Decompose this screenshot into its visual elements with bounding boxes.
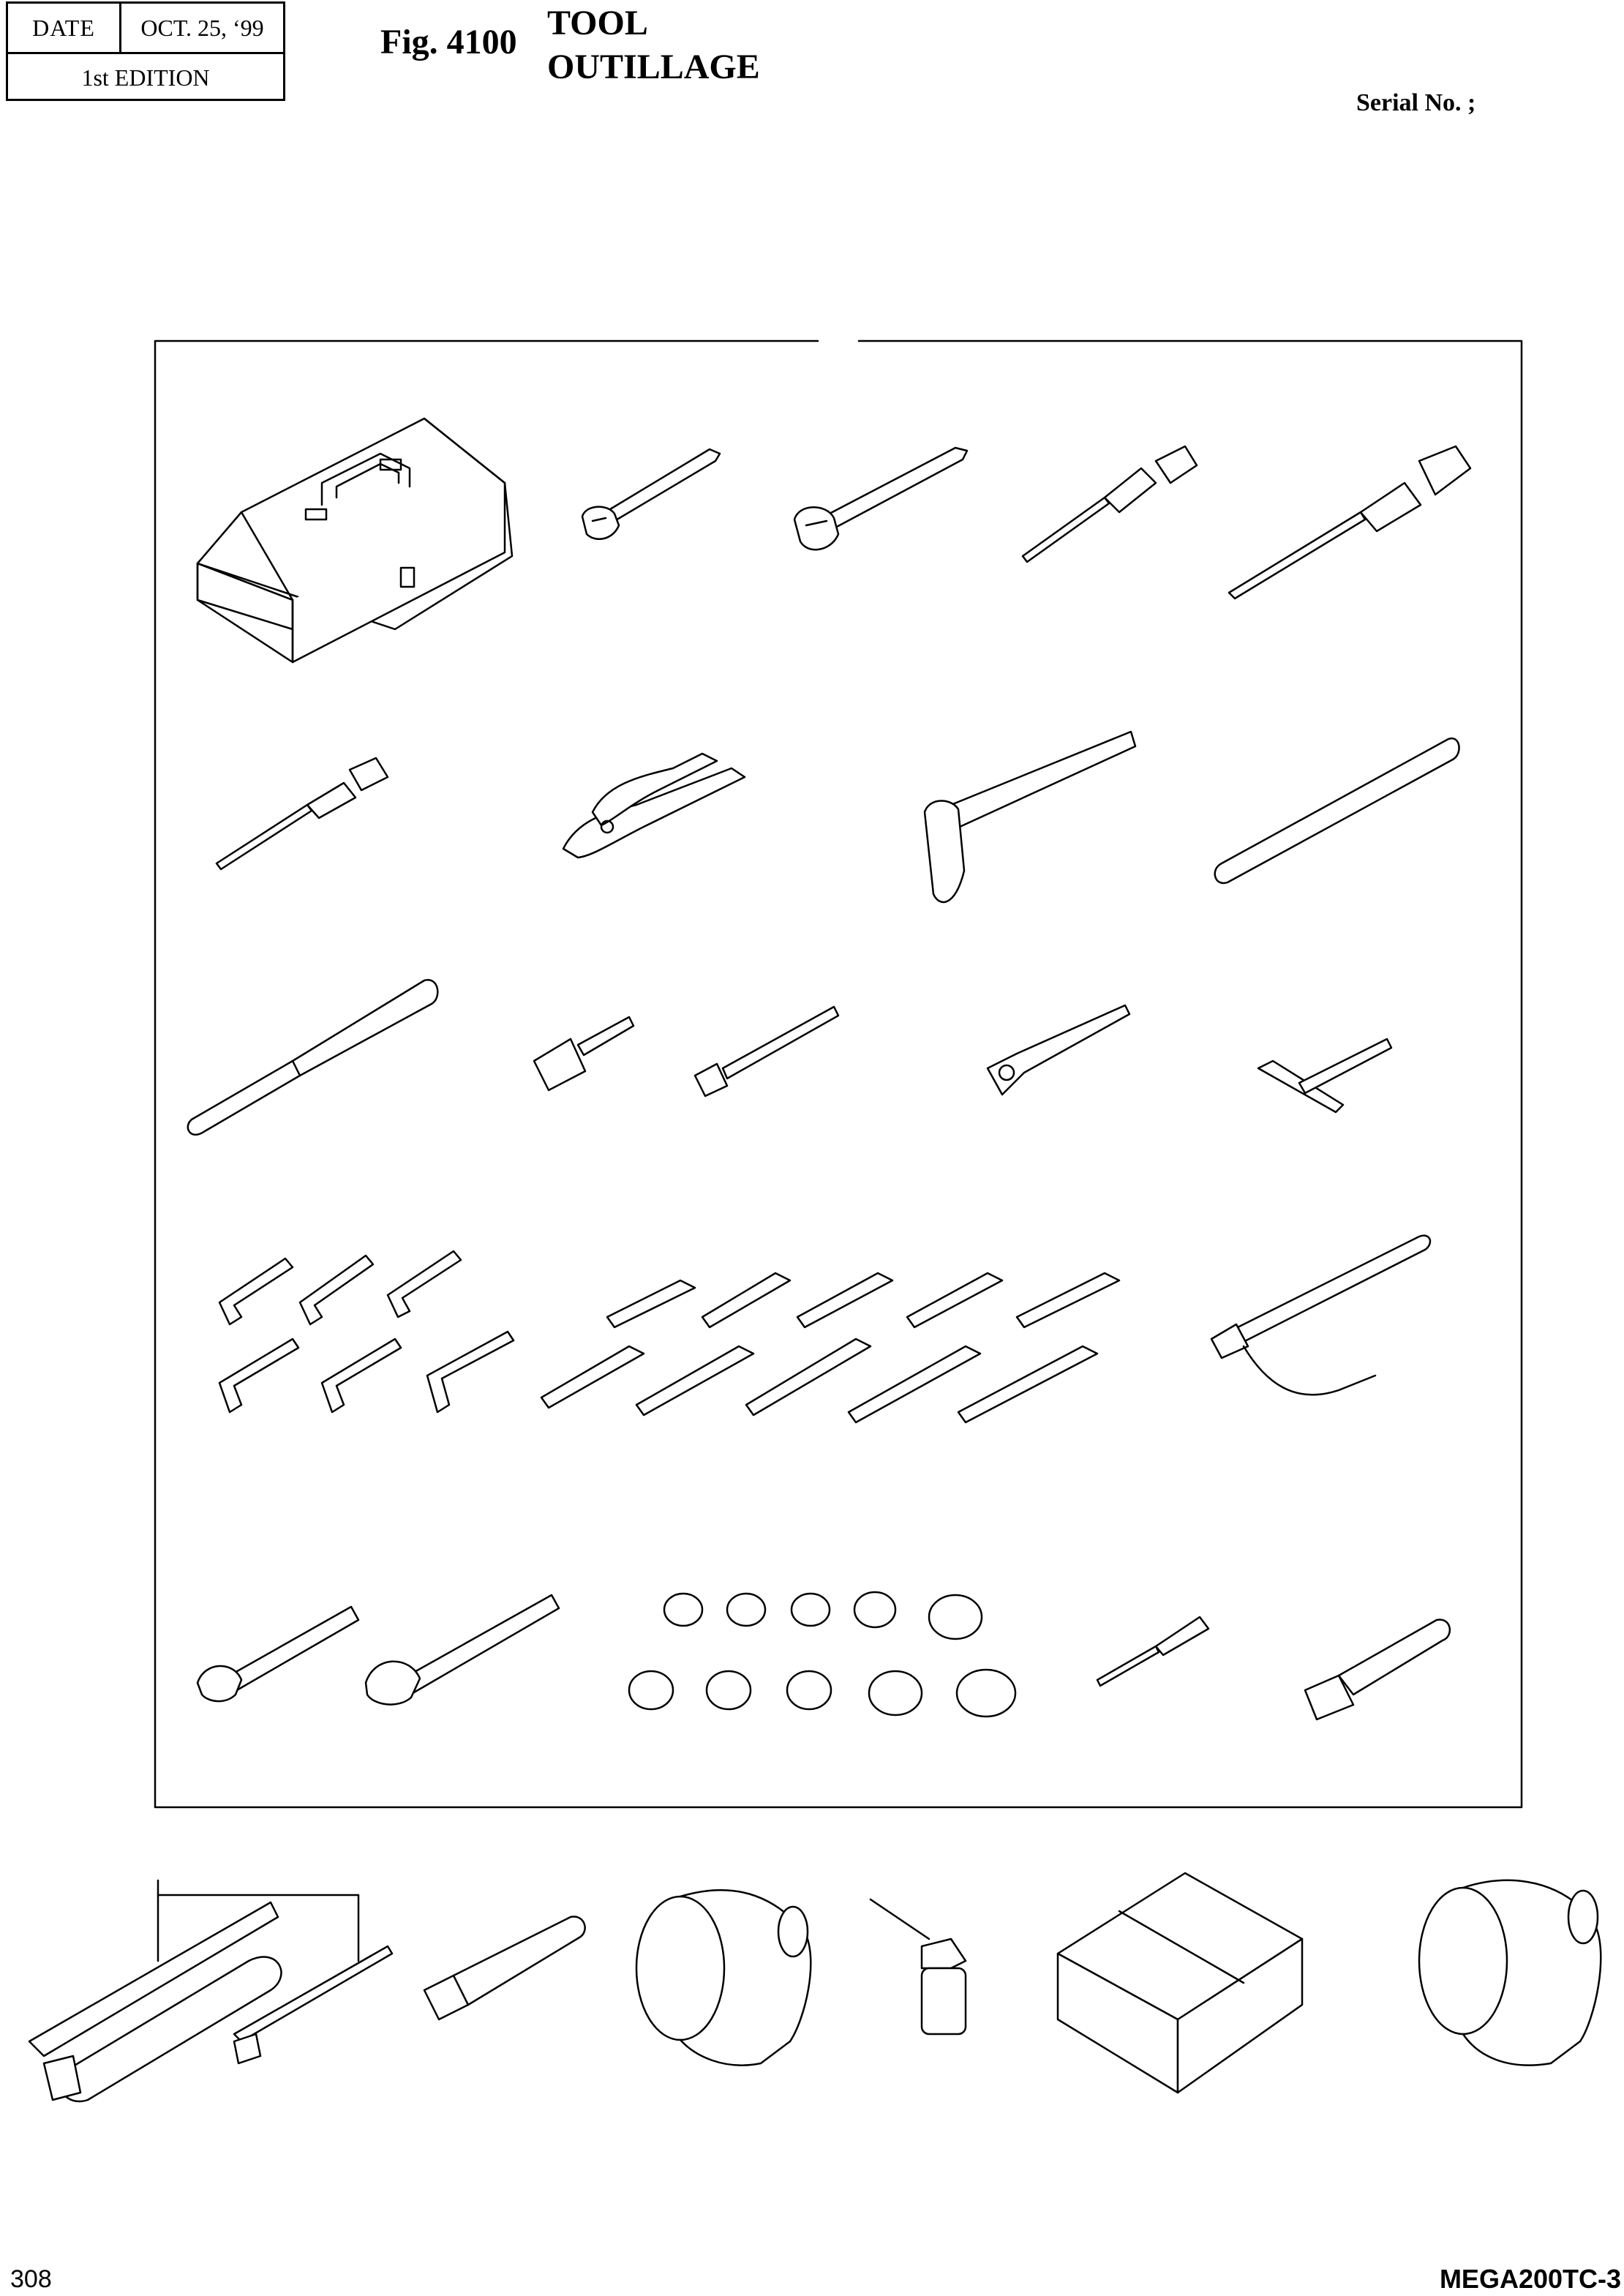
chain-wrench-icon xyxy=(1211,1236,1430,1395)
figure-number: Fig. 4100 xyxy=(380,23,517,61)
hex-key-set-icon xyxy=(219,1251,514,1412)
funnel-icon xyxy=(636,1890,811,2065)
page-number: 308 xyxy=(10,2265,52,2293)
hammer-icon xyxy=(925,732,1135,902)
t-handle-icon xyxy=(1258,1039,1391,1112)
pipe-icon xyxy=(1215,738,1459,883)
screwdriver-phillips-icon xyxy=(217,758,388,869)
extension-small-icon xyxy=(534,1017,634,1090)
spanner-large-icon xyxy=(366,1595,559,1705)
screwdriver-small-icon xyxy=(1023,446,1197,562)
grease-gun-icon xyxy=(29,1880,392,2101)
bar-icon xyxy=(188,980,437,1135)
oil-can-icon xyxy=(871,1899,966,2034)
pliers-icon xyxy=(563,754,745,858)
adjustable-wrench-small-icon xyxy=(582,449,720,539)
title-french: OUTILLAGE xyxy=(547,48,760,86)
socket-wrench-handle-icon xyxy=(424,1917,585,2019)
edition-label: 1st EDITION xyxy=(81,64,210,91)
screwdriver-large-icon xyxy=(1229,446,1470,599)
small-screwdriver-icon xyxy=(1097,1617,1208,1686)
title-english: TOOL xyxy=(547,4,648,42)
date-value: OCT. 25, ‘99 xyxy=(140,14,264,41)
serial-number-label: Serial No. ; xyxy=(1356,89,1476,116)
extension-long-icon xyxy=(695,1007,838,1096)
date-label: DATE xyxy=(8,4,121,52)
socket-set-icon xyxy=(629,1592,1015,1717)
open-end-wrench-set-icon xyxy=(541,1273,1119,1422)
funnel-icon xyxy=(1419,1880,1601,2066)
carton-icon xyxy=(1058,1873,1302,2093)
model-code: MEGA200TC-3 xyxy=(1439,2264,1621,2294)
adjustable-wrench-large-icon xyxy=(794,448,967,549)
tool-box-icon xyxy=(198,419,512,662)
ratchet-handle-icon xyxy=(988,1005,1129,1095)
spanner-icon xyxy=(198,1607,358,1701)
box-socket-icon xyxy=(1305,1620,1450,1719)
